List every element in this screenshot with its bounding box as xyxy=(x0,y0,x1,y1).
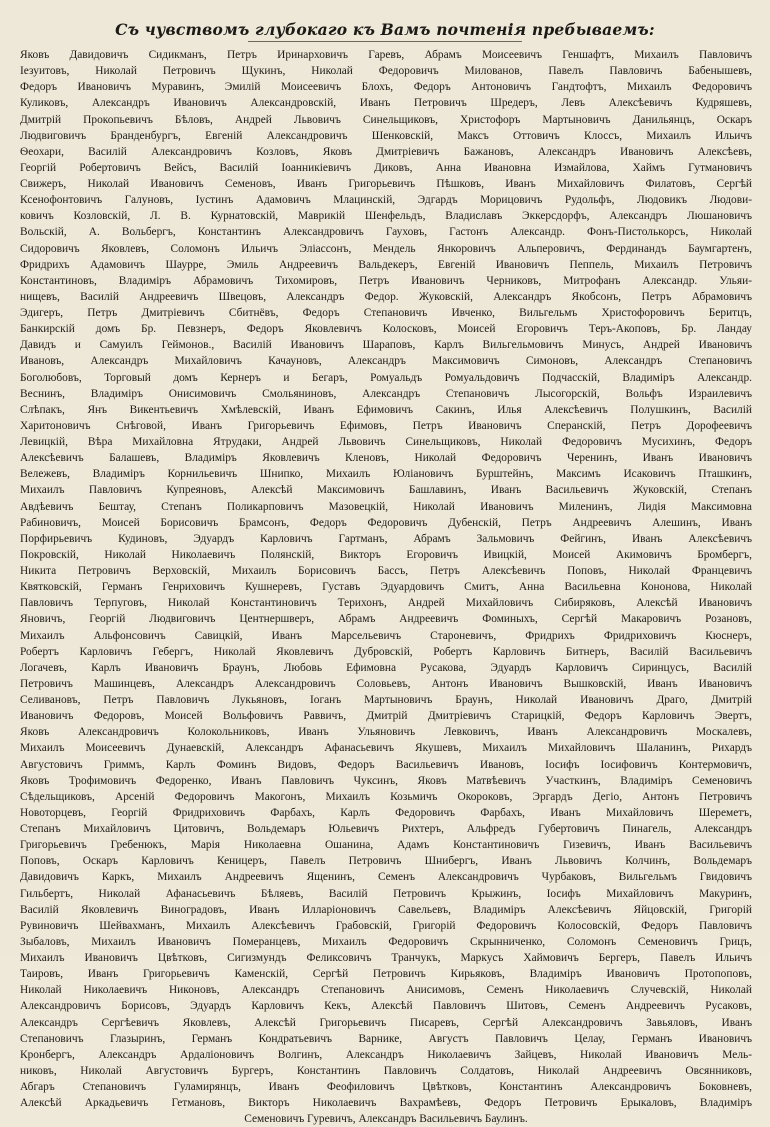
text-line: Зыбаловъ, Михаилъ Ивановичъ Померанцевъ, Михаилъ Федоровичъ Скрынниченко, Соломонъ Семеновичъ Грицъ, xyxy=(20,935,752,948)
text-line: Порфирьевичъ Кудиновъ, Эдуардъ Карловичъ Гартманъ, Абрамъ Зальмовичъ Фейгинъ, Иванъ Алексѣевичъ xyxy=(20,532,752,545)
text-line: Рувиновичъ Шейвахманъ, Михаилъ Алексѣевичъ Грабовскій, Григорій Федоровичъ Колосовскій, Федоръ Павловичъ xyxy=(20,919,752,932)
text-line: Михаилъ Ивановичъ Цвѣтковъ, Сигизмундъ Феликсовичъ Транчукъ, Маркусъ Хаймовичъ Бергеръ, Павелъ Ильичъ xyxy=(20,952,752,964)
text-line: Куликовъ, Александръ Ивановичъ Александровскій, Иванъ Петровичъ Шредеръ, Левъ Алексѣевичъ Кудряшевъ, xyxy=(20,97,752,110)
text-line: Покровскій, Николай Николаевичъ Полянскій, Викторъ Егоровичъ Ивицкій, Моисей Акимовичъ Бромбергъ, xyxy=(20,548,752,561)
text-line: Дмитрій Прокопьевичъ Бѣловъ, Андрей Львовичъ Синельщиковъ, Христофоръ Мартыновичъ Данильянцъ, Оскаръ xyxy=(20,113,752,126)
text-line: нищевъ, Василій Андреевичъ Швецовъ, Александръ Федор. Жуковскій, Александръ Якобсонъ, Петръ Абрамовичъ xyxy=(20,290,752,303)
text-line: Ѳеохари, Василій Александровичъ Козловъ, Яковъ Дмитріевичъ Бажановъ, Александръ Ивановичъ Алексѣевъ, xyxy=(20,145,752,158)
text-line: Александровичъ Борисовъ, Эдуардъ Карловичъ Кекъ, Алексѣй Павловичъ Шитовъ, Семенъ Андреевичъ Русаковъ, xyxy=(20,1000,752,1013)
text-line: Давидъ и Самуилъ Геймонов., Василій Ивановичъ Шараповъ, Карлъ Вильгельмовичъ Минусъ, Андрей Ивановичъ xyxy=(20,339,752,352)
text-line: Новоторцевъ, Георгій Фридриховичъ Фарбахъ, Карлъ Федоровичъ Фарбахъ, Иванъ Михайловичъ Шереметъ, xyxy=(20,806,752,819)
text-line: Гильбертъ, Николай Афанасьевичъ Бѣляевъ, Василій Петровичъ Крыжинъ, Іосифъ Михайловичъ Макуринъ, xyxy=(20,887,752,900)
signatories-list xyxy=(20,47,752,1127)
text-line: Вележевъ, Владиміръ Корнильевичъ Шнипко, Михаилъ Юліановичъ Бурштейнъ, Максимъ Исаковичъ Пташкинъ, xyxy=(20,468,752,481)
text-line: Михаилъ Павловичъ Купреяновъ, Алексѣй Максимовичъ Башлавинъ, Иванъ Васильевичъ Жуковскій, Степанъ xyxy=(20,484,752,497)
text-line: Федоръ Ивановичъ Муравинъ, Эмилій Моисеевичъ Блохъ, Федоръ Антоновичъ Гандтофтъ, Михаилъ Федоровичъ xyxy=(20,81,752,94)
page-heading: Съ чувствомъ глубокаго къ Вамъ почтенія пребываемъ: xyxy=(115,20,655,39)
text-line: ковичъ Козловскій, Л. В. Курнатовскій, Маврикій Шенфельдъ, Владиславъ Эккерсдорфъ, Александръ Люшановичъ xyxy=(20,210,752,223)
text-line: Степановичъ Глазыринъ, Германъ Кондратьевичъ Варнике, Августъ Павловичъ Целау, Германъ Ивановичъ xyxy=(20,1032,752,1045)
text-line: Александръ Сергѣевичъ Яковлевъ, Алексѣй Григорьевичъ Писаревъ, Сергѣй Александровичъ Завьяловъ, Иванъ xyxy=(20,1016,752,1029)
text-line: Константиновъ, Владиміръ Абрамовичъ Тихомировъ, Петръ Ивановичъ Черниковъ, Митрофанъ Александр. Ульяи- xyxy=(20,274,752,287)
text-line: Людвиговичъ Бранденбургъ, Евгеній Александровичъ Шенковскій, Максъ Оттовичъ Клоссъ, Михаилъ Ильичъ xyxy=(20,129,752,142)
text-line: Эдигеръ, Петръ Дмитріевичъ Сбитнёвъ, Федоръ Степановичъ Ивченко, Вильгельмъ Христофоровичъ Беритцъ, xyxy=(20,307,752,319)
text-line: Яновичъ, Георгій Людвиговичъ Центнершверъ, Абрамъ Андреевичъ Фоминыхъ, Сергѣй Макаровичъ Розановъ, xyxy=(20,613,752,626)
text-line: никовъ, Николай Августовичъ Бургеръ, Константинъ Павловичъ Солдатовъ, Николай Андреевичъ Овсянниковъ, xyxy=(20,1064,752,1077)
text-line: Петровичъ Машинцевъ, Александръ Александровичъ Соловьевъ, Антонъ Ивановичъ Вышковскій, Иванъ Ивановичъ xyxy=(20,677,752,690)
text-line: Николай Николаевичъ Никоновъ, Александръ Степановичъ Анисимовъ, Семенъ Николаевичъ Случевскій, Николай xyxy=(20,984,752,997)
text-line: Сѣдельщиковъ, Арсеній Федоровичъ Макогонъ, Михаилъ Козьмичъ Окороковъ, Эргардъ Дегіо, Антонъ Петровичъ xyxy=(20,790,752,803)
text-line: Іезуитовъ, Николай Петровичъ Щукинъ, Николай Федоровичъ Милованов, Павелъ Павловичъ Бабенышевъ, xyxy=(20,65,752,78)
text-line: Михаилъ Моисеевичъ Дунаевскій, Александръ Афанасьевичъ Якушевъ, Михаилъ Михайловичъ Шаланинъ, Рихардъ xyxy=(20,742,752,755)
text-line: Кронбергъ, Александръ Ардаліоновичъ Волгинъ, Александръ Николаевичъ Зайцевъ, Николай Ивановичъ Мель- xyxy=(20,1048,752,1061)
text-line: Ивановъ, Александръ Михайловичъ Качауновъ, Александръ Максимовичъ Симоновъ, Александръ Степановичъ xyxy=(20,355,752,368)
text-line: Банкирскій домъ Бр. Певзнеръ, Федоръ Яковлевичъ Колосковъ, Моисей Егоровичъ Теръ-Акоповъ, Бр. Ландау xyxy=(20,323,752,336)
heading-underline xyxy=(248,41,522,42)
text-line: Михаилъ Альфонсовичъ Савицкій, Иванъ Марсельевичъ Староневичъ, Фридрихъ Фридриховичъ Кюснеръ, xyxy=(20,629,752,642)
text-line: Ксенофонтовичъ Галуновъ, Іустинъ Адамовичъ Млацинскій, Эдгардъ Морицовичъ Рудольфъ, Людовикъ Людови- xyxy=(20,194,752,207)
text-line: Рабиновичъ, Моисей Борисовичъ Брамсонъ, Федоръ Федоровичъ Дубенскій, Петръ Андреевичъ Алешинъ, Иванъ xyxy=(20,516,752,529)
text-line: Яковъ Давидовичъ Сидикманъ, Петръ Иринарховичъ Гаревъ, Абрамъ Моисеевичъ Геншафтъ, Михаилъ Павловичъ xyxy=(20,49,752,61)
text-line: Павловичъ Терпуговъ, Николай Константиновичъ Терихонъ, Андрей Михайловичъ Сибиряковъ, Алексѣй Ивановичъ xyxy=(20,597,752,610)
text-line: Квятковскій, Германъ Генриховичъ Кушнеревъ, Густавъ Эдуардовичъ Смитъ, Анна Васильевна Кононова, Николай xyxy=(20,581,752,594)
text-line: Никита Петровичъ Верховскій, Михаилъ Борисовичъ Бассъ, Петръ Алексѣевичъ Поповъ, Николай Францевичъ xyxy=(20,565,752,577)
text-line: Яковъ Александровичъ Колокольниковъ, Иванъ Ульяновичъ Левковичъ, Иванъ Александровичъ Москалевъ, xyxy=(20,726,752,739)
text-line: Селивановъ, Петръ Павловичъ Лукьяновъ, Іоганъ Мартыновичъ Браунъ, Николай Ивановичъ Драго, Дмитрій xyxy=(20,694,752,706)
text-line: Алексѣй Аркадьевичъ Гетмановъ, Викторъ Николаевичъ Вахрамѣевъ, Федоръ Петровичъ Ерыкаловъ, Владиміръ xyxy=(20,1097,752,1110)
text-line: Семеновичъ Гуревичъ, Александръ Васильевичъ Баулинъ. xyxy=(244,1113,528,1126)
text-line: Слѣпакъ, Янъ Викентьевичъ Хмѣлевскій, Иванъ Ефимовичъ Сакинъ, Илья Алексѣевичъ Полушкинъ, Василій xyxy=(20,403,752,416)
text-line: Харитоновичъ Снѣговой, Иванъ Григорьевичъ Ефимовъ, Петръ Ивановичъ Сперанскій, Петръ Дорофеевичъ xyxy=(20,419,752,432)
text-line: Георгій Робертовичъ Вейсъ, Василій Іоанникіевичъ Диковъ, Анна Ивановна Измайлова, Хаймъ Гутмановичъ xyxy=(20,161,752,174)
text-line: Абгаръ Степановичъ Гуламирянцъ, Иванъ Феофиловичъ Цвѣтковъ, Константинъ Александровичъ Боковневъ, xyxy=(20,1081,752,1093)
text-line: Вольскій, А. Вольбергъ, Константинъ Александровичъ Гауховъ, Гастонъ Александр. Фонъ-Пистолькорсъ, Николай xyxy=(20,226,752,239)
text-line: Свижеръ, Николай Ивановичъ Семеновъ, Иванъ Григорьевичъ Пѣшковъ, Иванъ Михайловичъ Филатовъ, Сергѣй xyxy=(20,178,752,190)
text-line: Августовичъ Гриммъ, Карлъ Фоминъ Видовъ, Федоръ Васильевичъ Ивановъ, Іосифъ Іосифовичъ Контермовичъ, xyxy=(20,758,752,771)
text-line: Таировъ, Иванъ Григорьевичъ Каменскій, Сергѣй Петровичъ Кирьяковъ, Владиміръ Ивановичъ Протопоповъ, xyxy=(20,968,752,981)
text-line: Веснинъ, Владиміръ Онисимовичъ Смольяниновъ, Александръ Степановичъ Лысогорскій, Вольфъ Израилевичъ xyxy=(20,387,752,400)
text-line: Логачевъ, Карлъ Ивановичъ Браунъ, Любовь Ефимовна Русакова, Эдуардъ Карловичъ Сиринцусъ, Василій xyxy=(20,661,752,674)
text-line: Алексѣевичъ Балашевъ, Владиміръ Яковлевичъ Кленовъ, Николай Федоровичъ Черенинъ, Иванъ Ивановичъ xyxy=(20,452,752,465)
text-line: Степанъ Михайловичъ Цитовичъ, Вольдемаръ Юльевичъ Рихтеръ, Альфредъ Губертовичъ Пинагель, Александръ xyxy=(20,823,752,835)
text-line: Григорьевичъ Гребенюкъ, Марія Николаевна Ошанина, Адамъ Константиновичъ Гизевичъ, Иванъ Васильевичъ xyxy=(20,839,752,852)
text-line: Яковъ Трофимовичъ Федоренко, Иванъ Павловичъ Чуксинъ, Яковъ Матвѣевичъ Участкинъ, Владиміръ Семеновичъ xyxy=(20,774,752,787)
text-line: Робертъ Карловичъ Гебергъ, Николай Яковлевичъ Дубровскій, Робертъ Карловичъ Битнеръ, Василій Васильевичъ xyxy=(20,645,752,658)
text-line: Василій Яковлевичъ Виноградовъ, Иванъ Илларіоновичъ Савельевъ, Владиміръ Алексѣевичъ Яйцовскій, Григорій xyxy=(20,903,752,916)
text-line: Фридрихъ Адамовичъ Шаурре, Эмиль Андреевичъ Вальдекеръ, Евгеній Ивановичъ Пеппель, Михаилъ Петровичъ xyxy=(20,258,752,271)
text-line: Давидовичъ Каркъ, Михаилъ Андреевичъ Ященинъ, Семенъ Александровичъ Чурбаковъ, Вильгельмъ Гвидовичъ xyxy=(20,871,752,884)
text-line: Левицкій, Вѣра Михайловна Ятрудаки, Андрей Львовичъ Синельщиковъ, Николай Федоровичъ Мусихинъ, Федоръ xyxy=(20,436,752,448)
text-line: Авдѣевичъ Бештау, Степанъ Поликарповичъ Мазовецкій, Николай Ивановичъ Миленинъ, Лидія Максимовна xyxy=(20,500,752,513)
text-line: Боголюбовъ, Торговый домъ Кернеръ и Бегаръ, Ромуальдъ Ромуальдовичъ Подчасскій, Владиміръ Александр. xyxy=(20,371,752,384)
text-line: Поповъ, Оскаръ Карловичъ Кеницеръ, Павелъ Петровичъ Шнибергъ, Иванъ Львовичъ Колчинъ, Вольдемаръ xyxy=(20,855,752,868)
text-line: Сидоровичъ Яковлевъ, Соломонъ Ильичъ Эліассонъ, Мендель Янкоровичъ Альперовичъ, Фердинандъ Баумгартенъ, xyxy=(20,242,752,255)
text-line: Ивановичъ Федоровъ, Моисей Вольфовичъ Раввичъ, Дмитрій Дмитріевичъ Старицкій, Федоръ Карловичъ Эвертъ, xyxy=(20,710,752,723)
